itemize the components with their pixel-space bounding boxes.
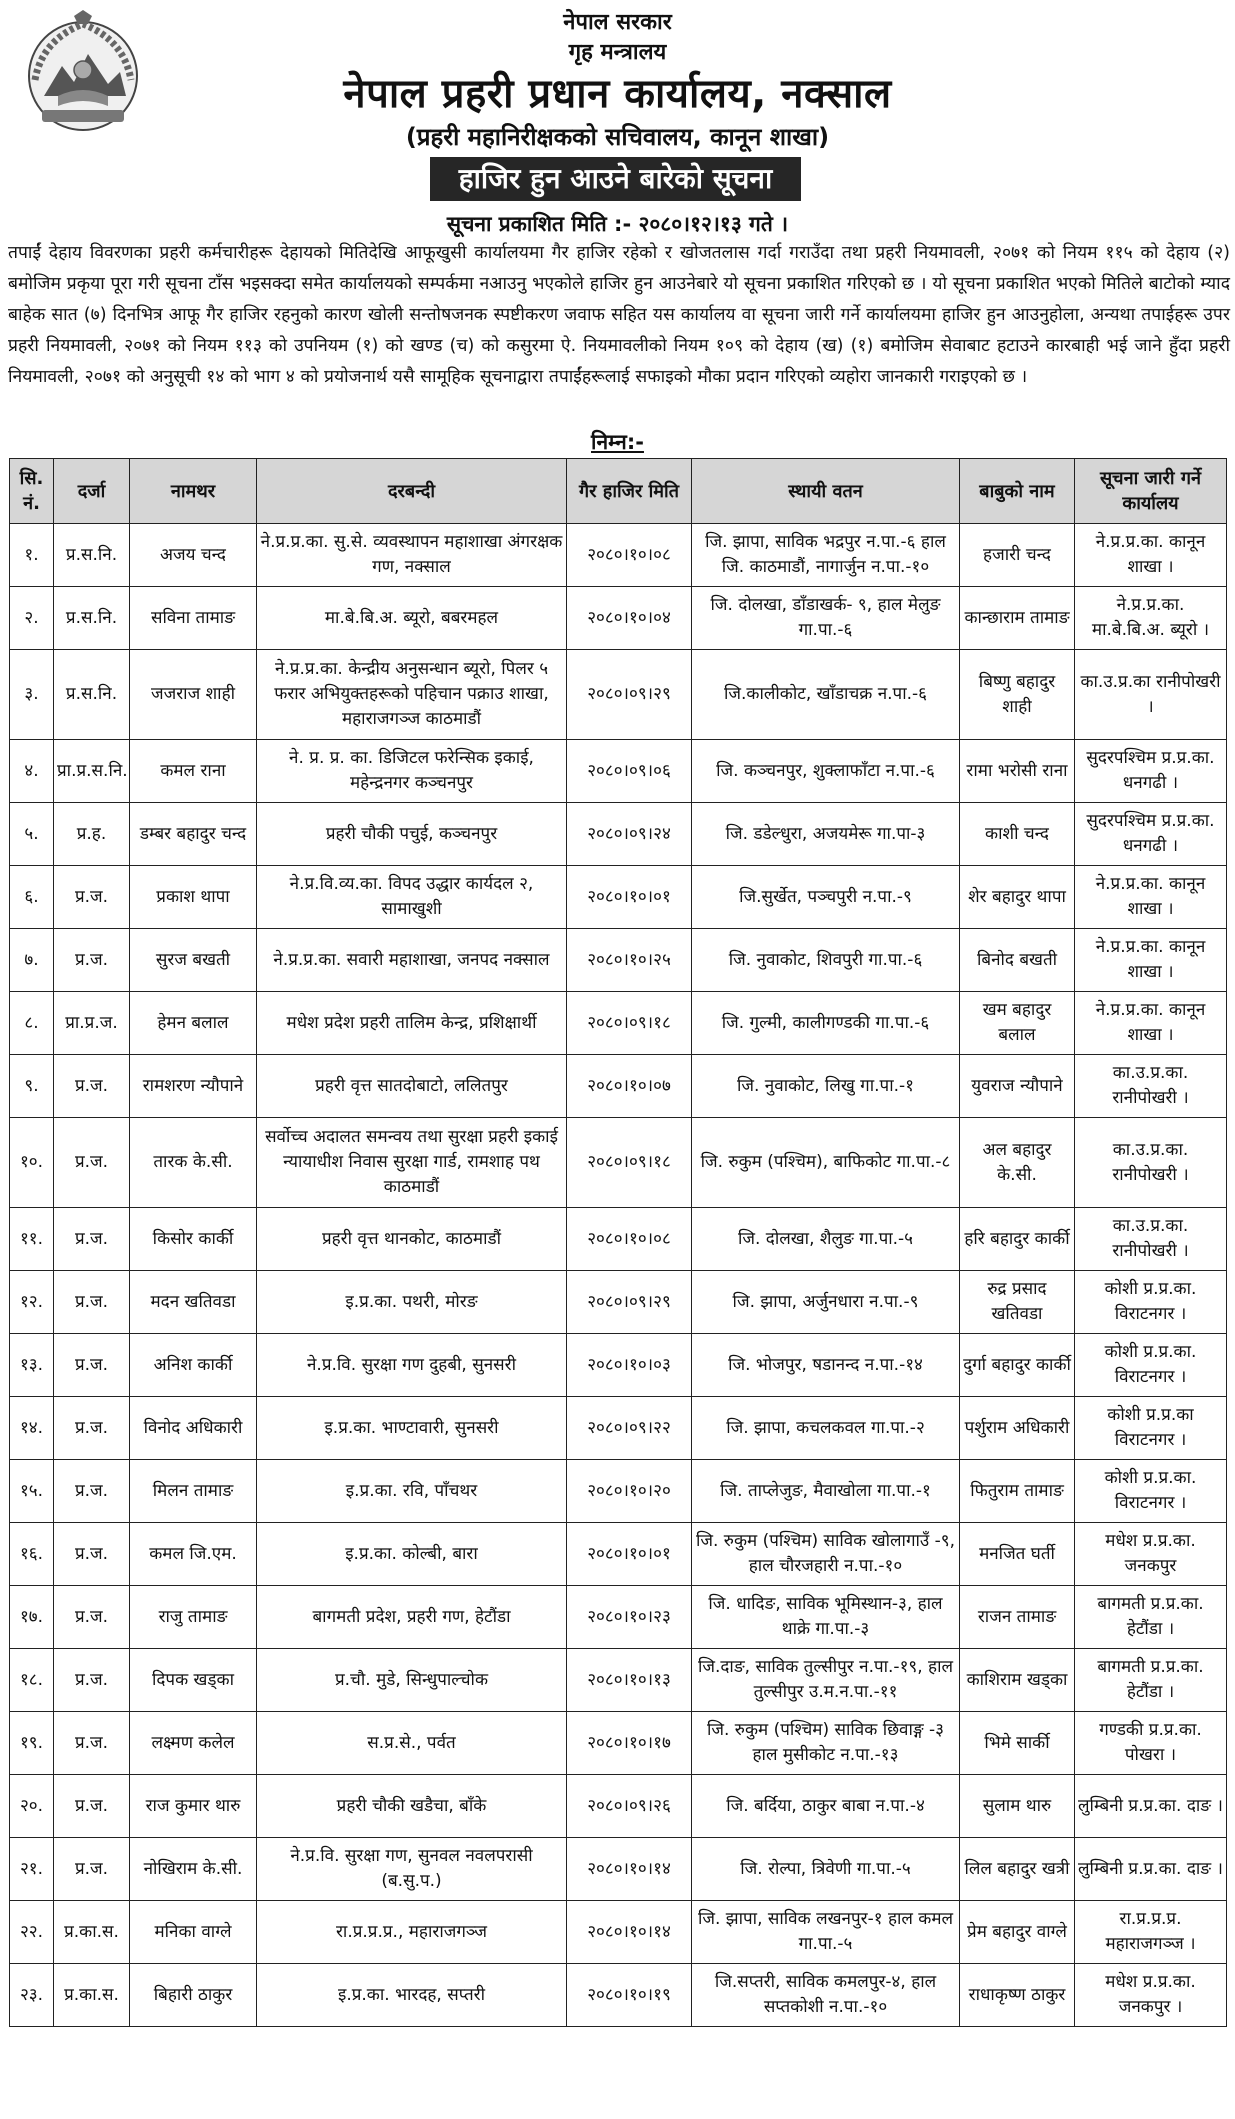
cell-posting: इ.प्र.का. भाण्टावारी, सुनसरी [257,1397,567,1460]
cell-absent-date: २०८०।१०।०७ [567,1055,692,1118]
cell-father-name: मनजित घर्ती [960,1523,1075,1586]
cell-absent-date: २०८०।१०।२० [567,1460,692,1523]
table-row [10,1397,1227,1460]
cell-father-name: अल बहादुर के.सी. [960,1118,1075,1208]
cell-permanent-address: जि. रुकुम (पश्चिम) साविक खोलागाउँ -९, हाल चौरजहारी न.पा.-१० [692,1523,960,1586]
cell-father-name: सुलाम थारु [960,1775,1075,1838]
cell-permanent-address: जि. झापा, साविक भद्रपुर न.पा.-६ हाल जि. काठमाडौं, नागार्जुन न.पा.-१० [692,524,960,587]
cell-posting: ने.प्र.वि. सुरक्षा गण दुहबी, सुनसरी [257,1334,567,1397]
cell-posting: प्रहरी वृत्त थानकोट, काठमाडौं [257,1208,567,1271]
cell-permanent-address: जि.कालीकोट, खाँडाचक्र न.पा.-६ [692,650,960,740]
cell-father-name: पर्शुराम अधिकारी [960,1397,1075,1460]
cell-issuing-office: का.उ.प्र.का. रानीपोखरी । [1075,1208,1227,1271]
cell-absent-date: २०८०।१०।०१ [567,866,692,929]
cell-issuing-office: सुदरपश्चिम प्र.प्र.का. धनगढी । [1075,803,1227,866]
table-row [10,524,1227,587]
cell-father-name: फितुराम तामाङ [960,1460,1075,1523]
cell-rank: प्रा.प्र.ज. [54,992,130,1055]
table-row [10,1838,1227,1901]
cell-father-name: राधाकृष्ण ठाकुर [960,1964,1075,2027]
cell-father-name: शेर बहादुर थापा [960,866,1075,929]
cell-rank: प्र.ज. [54,929,130,992]
cell-posting: स.प्र.से., पर्वत [257,1712,567,1775]
cell-serial: ११. [10,1208,54,1271]
cell-name: हेमन बलाल [130,992,257,1055]
cell-issuing-office: ने.प्र.प्र.का. कानून शाखा । [1075,866,1227,929]
col-header-permanent-address: स्थायी वतन [692,459,960,524]
cell-posting: इ.प्र.का. कोल्बी, बारा [257,1523,567,1586]
cell-rank: प्र.ज. [54,1712,130,1775]
cell-father-name: लिल बहादुर खत्री [960,1838,1075,1901]
table-row [10,1118,1227,1208]
cell-absent-date: २०८०।१०।१९ [567,1964,692,2027]
cell-serial: १. [10,524,54,587]
cell-father-name: राजन तामाङ [960,1586,1075,1649]
cell-father-name: काशिराम खड्का [960,1649,1075,1712]
cell-posting: ने.प्र.वि. सुरक्षा गण, सुनवल नवलपरासी (ब.सु.प.) [257,1838,567,1901]
table-body [10,524,1227,2027]
cell-posting: बागमती प्रदेश, प्रहरी गण, हेटौंडा [257,1586,567,1649]
cell-posting: प्रहरी वृत्त सातदोबाटो, ललितपुर [257,1055,567,1118]
cell-posting: इ.प्र.का. पथरी, मोरङ [257,1271,567,1334]
cell-issuing-office: रा.प्र.प्र.प्र. महाराजगञ्ज । [1075,1901,1227,1964]
absentee-table [9,458,1227,2027]
cell-serial: २. [10,587,54,650]
cell-serial: १२. [10,1271,54,1334]
cell-posting: प्र.चौ. मुडे, सिन्धुपाल्चोक [257,1649,567,1712]
cell-name: विनोद अधिकारी [130,1397,257,1460]
cell-rank: प्र.ज. [54,1775,130,1838]
cell-serial: १६. [10,1523,54,1586]
cell-serial: ३. [10,650,54,740]
cell-rank: प्रा.प्र.स.नि. [54,740,130,803]
cell-name: दिपक खड्का [130,1649,257,1712]
col-header-absent-date: गैर हाजिर मिति [567,459,692,524]
table-row [10,1460,1227,1523]
cell-posting: प्रहरी चौकी खडैचा, बाँके [257,1775,567,1838]
cell-name: मनिका वाग्ले [130,1901,257,1964]
cell-father-name: प्रेम बहादुर वाग्ले [960,1901,1075,1964]
table-row [10,1334,1227,1397]
cell-father-name: युवराज न्यौपाने [960,1055,1075,1118]
cell-serial: १८. [10,1649,54,1712]
cell-name: डम्बर बहादुर चन्द [130,803,257,866]
table-row [10,1964,1227,2027]
cell-posting: प्रहरी चौकी पचुई, कञ्चनपुर [257,803,567,866]
cell-permanent-address: जि.सप्तरी, साविक कमलपुर-४, हाल सप्तकोशी न.पा.-१० [692,1964,960,2027]
cell-father-name: दुर्गा बहादुर कार्की [960,1334,1075,1397]
cell-rank: प्र.ज. [54,1649,130,1712]
cell-absent-date: २०८०।०९।२९ [567,650,692,740]
cell-serial: २२. [10,1901,54,1964]
cell-rank: प्र.ज. [54,1460,130,1523]
col-header-father-name: बाबुको नाम [960,459,1075,524]
cell-serial: ४. [10,740,54,803]
cell-rank: प्र.ज. [54,1586,130,1649]
cell-absent-date: २०८०।०९।१८ [567,1118,692,1208]
cell-absent-date: २०८०।०९।१८ [567,992,692,1055]
cell-name: अनिश कार्की [130,1334,257,1397]
cell-name: मिलन तामाङ [130,1460,257,1523]
cell-absent-date: २०८०।१०।१४ [567,1838,692,1901]
cell-permanent-address: जि. रुकुम (पश्चिम) साविक छिवाङ्ग -३ हाल मुसीकोट न.पा.-१३ [692,1712,960,1775]
col-header-issuing-office: सूचना जारी गर्ने कार्यालय [1075,459,1227,524]
cell-rank: प्र.ज. [54,1055,130,1118]
cell-name: लक्ष्मण कलेल [130,1712,257,1775]
cell-rank: प्र.का.स. [54,1964,130,2027]
cell-absent-date: २०८०।०९।२६ [567,1775,692,1838]
cell-permanent-address: जि. बर्दिया, ठाकुर बाबा न.पा.-४ [692,1775,960,1838]
cell-name: कमल जि.एम. [130,1523,257,1586]
cell-name: अजय चन्द [130,524,257,587]
cell-father-name: खम बहादुर बलाल [960,992,1075,1055]
cell-serial: ७. [10,929,54,992]
col-header-rank: दर्जा [54,459,130,524]
cell-name: जजराज शाही [130,650,257,740]
cell-posting: ने.प्र.वि.व्य.का. विपद उद्धार कार्यदल २, सामाखुशी [257,866,567,929]
cell-issuing-office: बागमती प्र.प्र.का. हेटौंडा । [1075,1649,1227,1712]
notice-title: हाजिर हुन आउने बारेको सूचना [430,157,801,201]
cell-serial: २३. [10,1964,54,2027]
table-row [10,1901,1227,1964]
cell-rank: प्र.स.नि. [54,524,130,587]
cell-serial: ५. [10,803,54,866]
cell-permanent-address: जि.सुर्खेत, पञ्चपुरी न.पा.-९ [692,866,960,929]
cell-rank: प्र.का.स. [54,1901,130,1964]
cell-issuing-office: ने.प्र.प्र.का. कानून शाखा । [1075,992,1227,1055]
cell-absent-date: २०८०।०९।२२ [567,1397,692,1460]
cell-absent-date: २०८०।१०।१३ [567,1649,692,1712]
cell-serial: ९. [10,1055,54,1118]
cell-issuing-office: ने.प्र.प्र.का. मा.बे.बि.अ. ब्यूरो । [1075,587,1227,650]
cell-father-name: काशी चन्द [960,803,1075,866]
cell-absent-date: २०८०।०९।२४ [567,803,692,866]
cell-issuing-office: का.उ.प्र.का. रानीपोखरी । [1075,1118,1227,1208]
cell-permanent-address: जि. ताप्लेजुङ, मैवाखोला गा.पा.-१ [692,1460,960,1523]
cell-name: रामशरण न्यौपाने [130,1055,257,1118]
cell-rank: प्र.ज. [54,1208,130,1271]
cell-issuing-office: का.उ.प्र.का. रानीपोखरी । [1075,1055,1227,1118]
cell-posting: मधेश प्रदेश प्रहरी तालिम केन्द्र, प्रशिक्षार्थी [257,992,567,1055]
cell-permanent-address: जि. झापा, अर्जुनधारा न.पा.-९ [692,1271,960,1334]
cell-issuing-office: लुम्बिनी प्र.प्र.का. दाङ । [1075,1838,1227,1901]
cell-permanent-address: जि. धादिङ, साविक भूमिस्थान-३, हाल थाक्रे गा.पा.-३ [692,1586,960,1649]
cell-absent-date: २०८०।०९।०६ [567,740,692,803]
cell-name: राज कुमार थारु [130,1775,257,1838]
table-row [10,1523,1227,1586]
table-row [10,866,1227,929]
cell-serial: १५. [10,1460,54,1523]
table-row [10,1649,1227,1712]
cell-father-name: भिमे सार्की [960,1712,1075,1775]
cell-father-name: कान्छाराम तामाङ [960,587,1075,650]
cell-name: कमल राना [130,740,257,803]
cell-issuing-office: ने.प्र.प्र.का. कानून शाखा । [1075,524,1227,587]
col-header-name: नामथर [130,459,257,524]
cell-permanent-address: जि. भोजपुर, षडानन्द न.पा.-१४ [692,1334,960,1397]
cell-issuing-office: कोशी प्र.प्र.का. विराटनगर । [1075,1271,1227,1334]
cell-absent-date: २०८०।१०।०८ [567,1208,692,1271]
cell-rank: प्र.स.नि. [54,587,130,650]
cell-issuing-office: गण्डकी प्र.प्र.का. पोखरा । [1075,1712,1227,1775]
cell-serial: १०. [10,1118,54,1208]
table-row [10,650,1227,740]
cell-permanent-address: जि. झापा, साविक लखनपुर-१ हाल कमल गा.पा.-५ [692,1901,960,1964]
table-row [10,587,1227,650]
table-row [10,803,1227,866]
cell-issuing-office: कोशी प्र.प्र.का विराटनगर । [1075,1397,1227,1460]
cell-absent-date: २०८०।१०।२३ [567,1586,692,1649]
cell-permanent-address: जि. गुल्मी, कालीगण्डकी गा.पा.-६ [692,992,960,1055]
government-heading: नेपाल सरकार [563,10,672,35]
cell-permanent-address: जि. दोलखा, डाँडाखर्क- ९, हाल मेलुङ गा.पा.-६ [692,587,960,650]
cell-rank: प्र.ह. [54,803,130,866]
table-row [10,1712,1227,1775]
cell-father-name: हरि बहादुर कार्की [960,1208,1075,1271]
cell-serial: २०. [10,1775,54,1838]
cell-name: सविना तामाङ [130,587,257,650]
cell-permanent-address: जि. झापा, कचलकवल गा.पा.-२ [692,1397,960,1460]
cell-serial: २१. [10,1838,54,1901]
cell-posting: ने.प्र.प्र.का. सु.से. व्यवस्थापन महाशाखा अंगरक्षक गण, नक्साल [257,524,567,587]
table-row [10,1775,1227,1838]
cell-issuing-office: मधेश प्र.प्र.का. जनकपुर [1075,1523,1227,1586]
cell-posting: ने.प्र.प्र.का. सवारी महाशाखा, जनपद नक्साल [257,929,567,992]
cell-name: बिहारी ठाकुर [130,1964,257,2027]
cell-issuing-office: कोशी प्र.प्र.का. विराटनगर । [1075,1334,1227,1397]
table-row [10,929,1227,992]
col-header-serial: सि. नं. [10,459,54,524]
cell-absent-date: २०८०।१०।०४ [567,587,692,650]
cell-posting: रा.प्र.प्र.प्र., महाराजगञ्ज [257,1901,567,1964]
cell-rank: प्र.स.नि. [54,650,130,740]
cell-name: तारक के.सी. [130,1118,257,1208]
cell-posting: सर्वोच्च अदालत समन्वय तथा सुरक्षा प्रहरी इकाई न्यायाधीश निवास सुरक्षा गार्ड, रामशाह पथ काठमाडौं [257,1118,567,1208]
col-header-posting: दरबन्दी [257,459,567,524]
cell-permanent-address: जि. कञ्चनपुर, शुक्लाफाँटा न.पा.-६ [692,740,960,803]
cell-absent-date: २०८०।१०।१४ [567,1901,692,1964]
cell-permanent-address: जि. नुवाकोट, शिवपुरी गा.पा.-६ [692,929,960,992]
published-date: सूचना प्रकाशित मिति :- २०८०।१२।१३ गते । [446,212,789,236]
cell-serial: १९. [10,1712,54,1775]
cell-name: राजु तामाङ [130,1586,257,1649]
cell-issuing-office: मधेश प्र.प्र.का. जनकपुर । [1075,1964,1227,2027]
table-row [10,1271,1227,1334]
cell-name: सुरज बखती [130,929,257,992]
table-row [10,992,1227,1055]
section-heading: (प्रहरी महानिरीक्षकको सचिवालय, कानून शाखा) [405,123,830,151]
cell-rank: प्र.ज. [54,1397,130,1460]
cell-issuing-office: बागमती प्र.प्र.का. हेटौंडा । [1075,1586,1227,1649]
cell-rank: प्र.ज. [54,866,130,929]
list-heading: निम्न:- [591,430,644,454]
cell-absent-date: २०८०।१०।०८ [567,524,692,587]
notice-body: तपाईं देहाय विवरणका प्रहरी कर्मचारीहरू देहायको मितिदेखि आफूखुसी कार्यालयमा गैर हाजिर रहेको र खोजतलास गर्दा गराउँदा तथा प्रहरी नियमावली, २०७१ को नियम ११५ को देहाय (२) बमोजिम प्रकृया पूरा गरी सूचना टाँस भइसक्दा समेत कार्यालयको सम्पर्कमा नआउनु भएकोले हाजिर हुन आउनेबारे यो सूचना प्रकाशित गरिएको छ । यो सूचना प्रकाशित भएको मितिले बाटोको म्याद बाहेक सात (७) दिनभित्र आफू गैर हाजिर रहनुको कारण खोली सन्तोषजनक स्पष्टीकरण जवाफ सहित यस कार्यालय वा सूचना जारी गर्ने कार्यालयमा हाजिर हुन आउनुहोला, अन्यथा तपाईहरू उपर प्रहरी नियमावली, २०७१ को नियम ११३ को उपनियम (१) को खण्ड (च) को कसुरमा ऐ. नियमावलीको नियम १०९ को देहाय (ख) (१) बमोजिम सेवाबाट हटाउने कारबाही भई जाने हुँदा प्रहरी नियमावली, २०७१ को अनुसूची १४ को भाग ४ को प्रयोजनार्थ यसै सामूहिक सूचनाद्वारा तपाईंहरूलाई सफाइको मौका प्रदान गरिएको व्यहोरा जानकारी गराइएको छ । [8,243,1230,387]
cell-posting: ने. प्र. प्र. का. डिजिटल फरेन्सिक इकाई, महेन्द्रनगर कञ्चनपुर [257,740,567,803]
cell-permanent-address: जि. रुकुम (पश्चिम), बाफिकोट गा.पा.-८ [692,1118,960,1208]
cell-absent-date: २०८०।१०।०३ [567,1334,692,1397]
cell-serial: ६. [10,866,54,929]
cell-absent-date: २०८०।०९।२९ [567,1271,692,1334]
cell-rank: प्र.ज. [54,1118,130,1208]
cell-issuing-office: कोशी प्र.प्र.का. विराटनगर । [1075,1460,1227,1523]
cell-rank: प्र.ज. [54,1334,130,1397]
cell-posting: इ.प्र.का. भारदह, सप्तरी [257,1964,567,2027]
table-row [10,1055,1227,1118]
cell-name: किसोर कार्की [130,1208,257,1271]
cell-permanent-address: जि.दाङ, साविक तुल्सीपुर न.पा.-१९, हाल तुल्सीपुर उ.म.न.पा.-११ [692,1649,960,1712]
cell-permanent-address: जि. डडेल्धुरा, अजयमेरू गा.पा-३ [692,803,960,866]
cell-name: नोखिराम के.सी. [130,1838,257,1901]
cell-posting: मा.बे.बि.अ. ब्यूरो, बबरमहल [257,587,567,650]
cell-name: मदन खतिवडा [130,1271,257,1334]
table-row [10,1586,1227,1649]
cell-father-name: हजारी चन्द [960,524,1075,587]
cell-permanent-address: जि. नुवाकोट, लिखु गा.पा.-१ [692,1055,960,1118]
cell-posting: इ.प्र.का. रवि, पाँचथर [257,1460,567,1523]
cell-serial: १४. [10,1397,54,1460]
cell-rank: प्र.ज. [54,1271,130,1334]
cell-absent-date: २०८०।१०।२५ [567,929,692,992]
cell-permanent-address: जि. दोलखा, शैलुङ गा.पा.-५ [692,1208,960,1271]
cell-father-name: रामा भरोसी राना [960,740,1075,803]
cell-issuing-office: लुम्बिनी प्र.प्र.का. दाङ । [1075,1775,1227,1838]
table-row [10,740,1227,803]
cell-posting: ने.प्र.प्र.का. केन्द्रीय अनुसन्धान ब्यूरो, पिलर ५ फरार अभियुक्तहरूको पहिचान पक्राउ शाखा, महाराजगञ्ज काठमाडौं [257,650,567,740]
cell-issuing-office: का.उ.प्र.का रानीपोखरी । [1075,650,1227,740]
cell-permanent-address: जि. रोल्पा, त्रिवेणी गा.पा.-५ [692,1838,960,1901]
cell-absent-date: २०८०।१०।१७ [567,1712,692,1775]
ministry-heading: गृह मन्त्रालय [568,40,667,65]
cell-father-name: बिष्णु बहादुर शाही [960,650,1075,740]
table-row [10,1208,1227,1271]
cell-serial: ८. [10,992,54,1055]
cell-serial: १७. [10,1586,54,1649]
cell-issuing-office: सुदरपश्चिम प्र.प्र.का. धनगढी । [1075,740,1227,803]
cell-issuing-office: ने.प्र.प्र.का. कानून शाखा । [1075,929,1227,992]
cell-rank: प्र.ज. [54,1838,130,1901]
office-heading: नेपाल प्रहरी प्रधान कार्यालय, नक्साल [343,71,892,117]
table-header-row [10,459,1227,524]
cell-rank: प्र.ज. [54,1523,130,1586]
cell-name: प्रकाश थापा [130,866,257,929]
cell-father-name: बिनोद बखती [960,929,1075,992]
cell-absent-date: २०८०।१०।०१ [567,1523,692,1586]
cell-father-name: रुद्र प्रसाद खतिवडा [960,1271,1075,1334]
cell-serial: १३. [10,1334,54,1397]
